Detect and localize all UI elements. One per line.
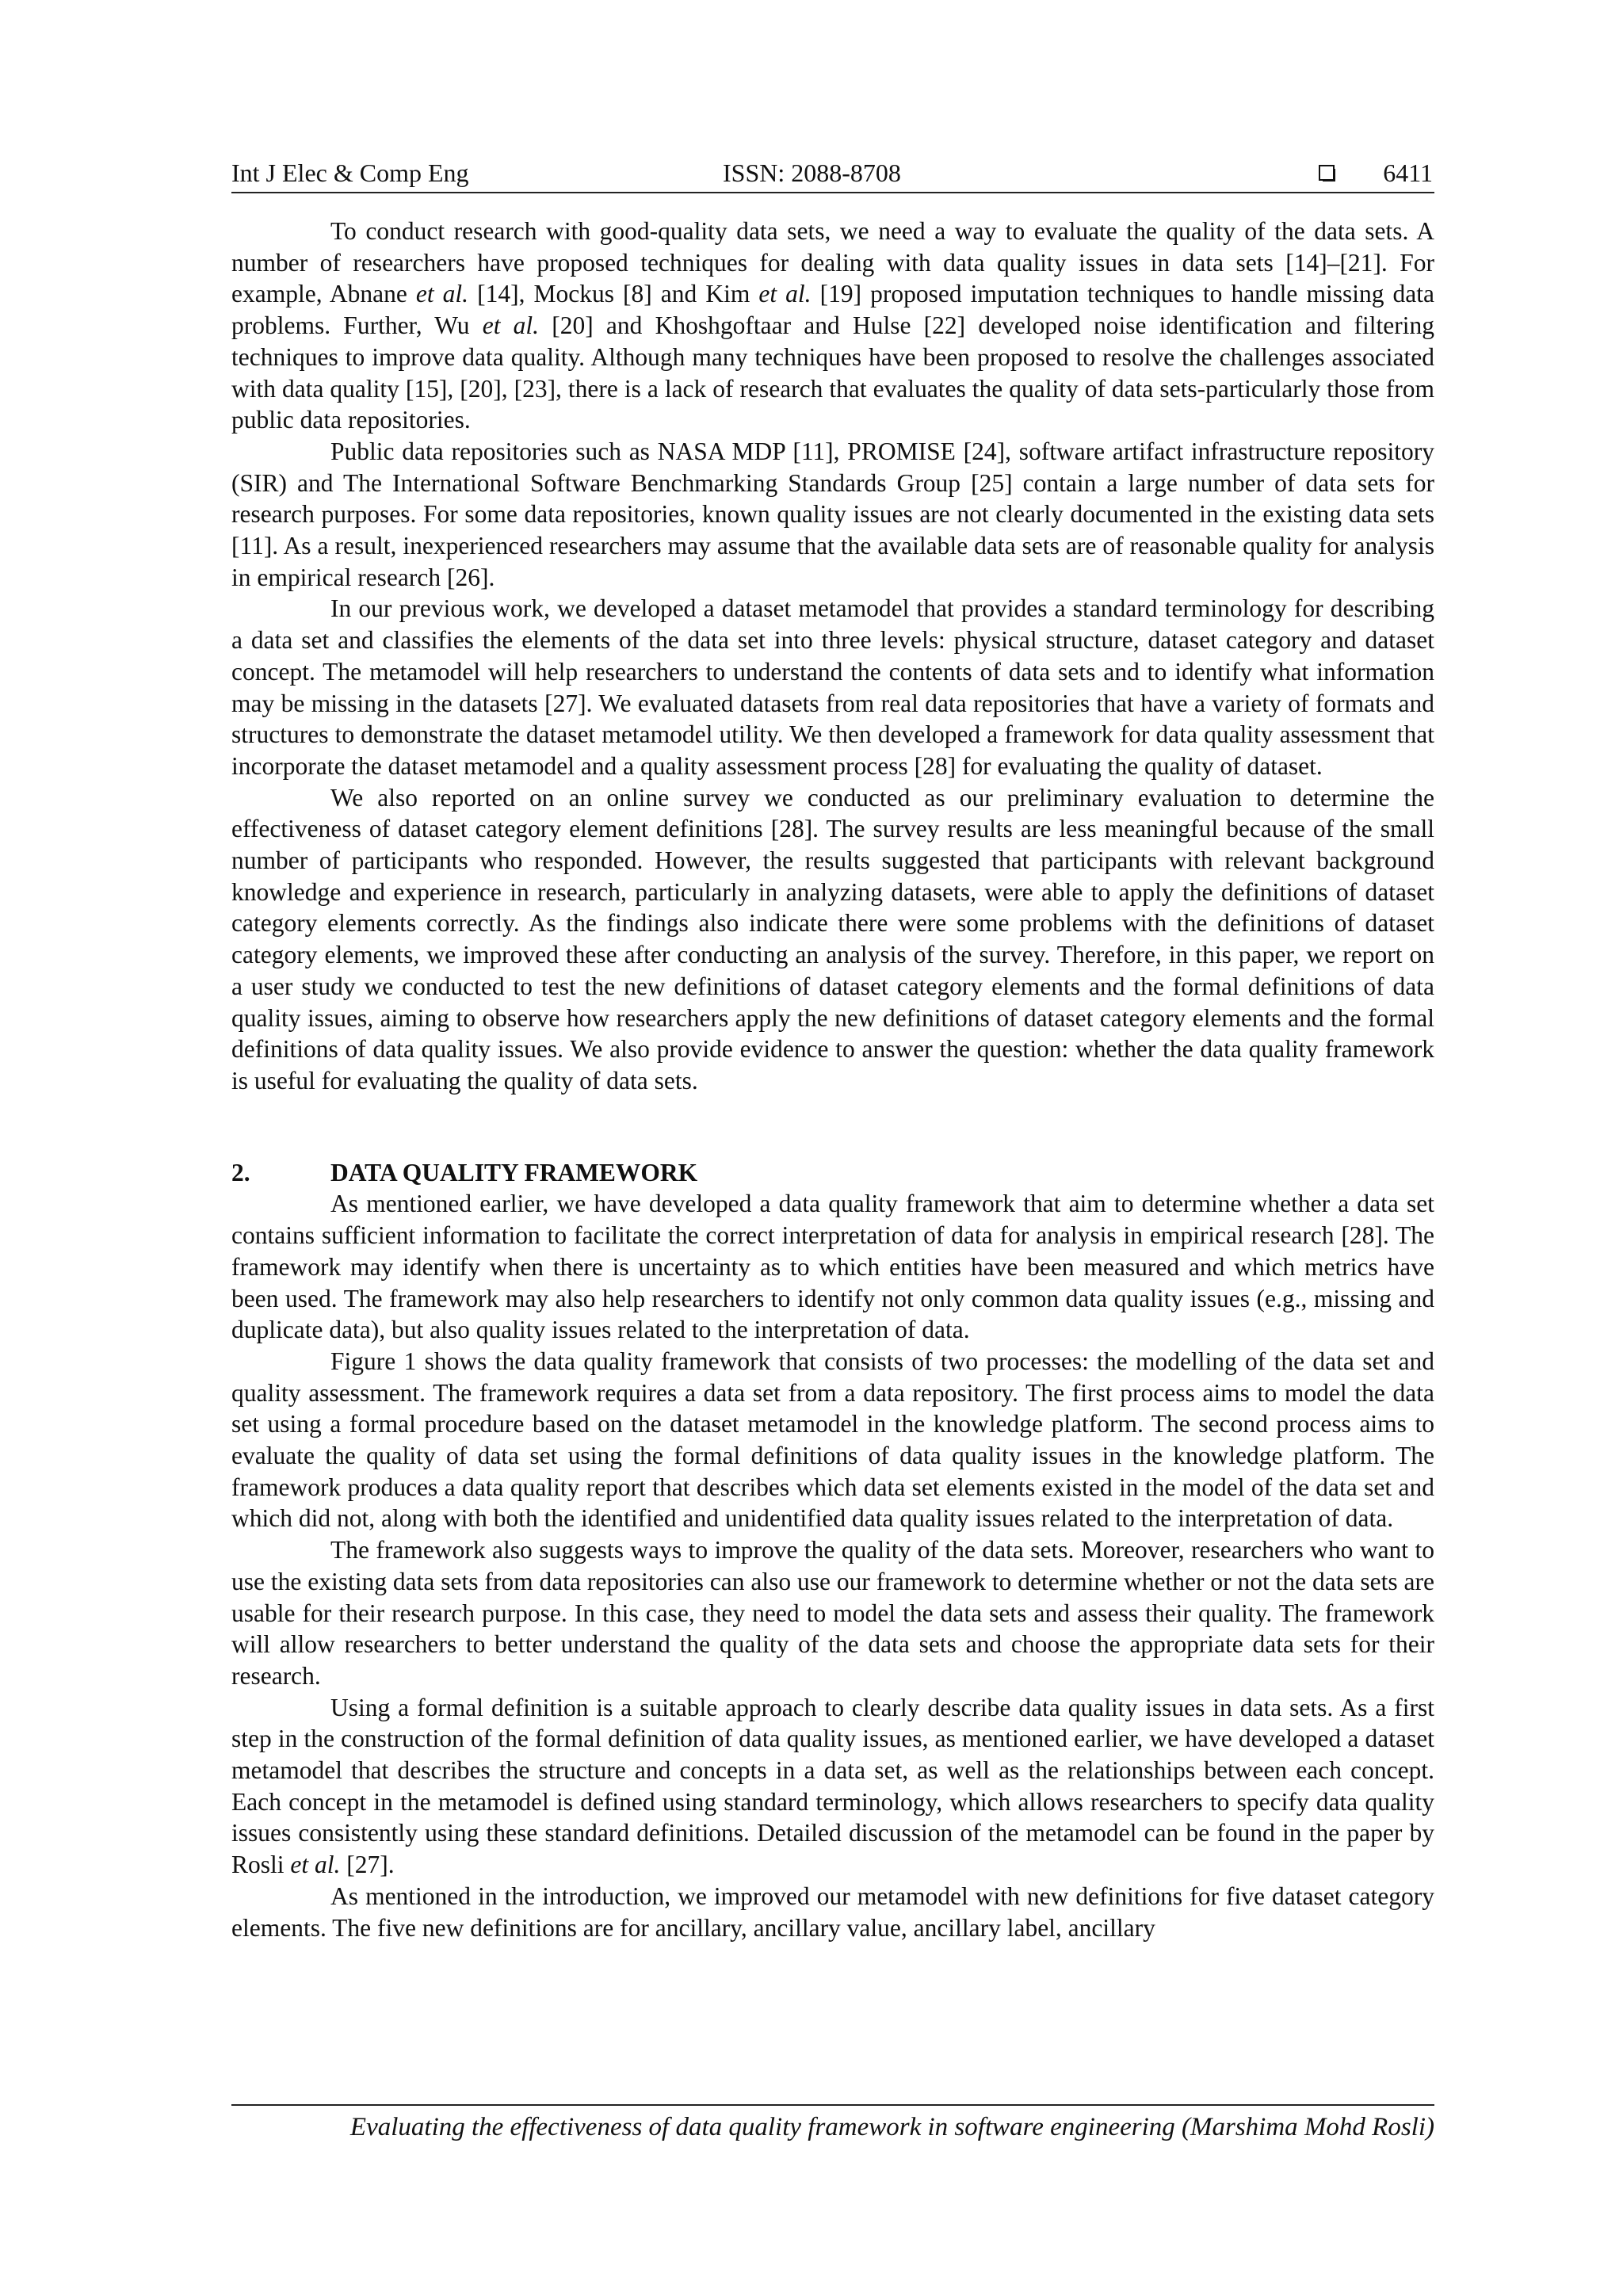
running-title: Evaluating the effectiveness of data quality framework in software engineering (Marshima Mohd Rosli) xyxy=(349,2113,1434,2141)
text-run: In our previous work, we developed a dataset metamodel that provides a standard terminology for describing a data set and classifies the elements of the data set into three levels: physical structure, dataset category and dataset concept. The metamodel will help researchers to understand the contents of data sets and to identify what information may be missing in the datasets [27]. We evaluated datasets from real data repositories that have a variety of formats and structures to demonstrate the dataset metamodel utility. We then developed a framework for data quality assessment that incorporate the dataset metamodel and a quality assessment process [28] for evaluating the quality of dataset. xyxy=(231,594,1434,780)
paragraph xyxy=(231,782,1434,1097)
text-run: [27]. xyxy=(340,1851,395,1879)
paragraph xyxy=(231,1188,1434,1346)
paragraph xyxy=(231,1692,1434,1881)
body-text xyxy=(231,216,1434,1943)
journal-name: Int J Elec & Comp Eng xyxy=(231,159,469,187)
text-run: As mentioned earlier, we have developed a data quality framework that aim to determine whether a data set contains sufficient information to facilitate the correct interpretation of data for analysis in empirical research [28]. The framework may identify when there is uncertainty as to which entities have been measured and which metrics have been used. The framework may also help researchers to identify not only common data quality issues (e.g., missing and duplicate data), but also quality issues related to the interpretation of data. xyxy=(231,1190,1434,1344)
text-run: Public data repositories such as NASA MDP [11], PROMISE [24], software artifact infrastructure repository (SIR) and The International Software Benchmarking Standards Group [25] contain a large number of data sets for research purposes. For some data repositories, known quality issues are not clearly documented in the existing data sets [11]. As a result, inexperienced researchers may assume that the available data sets are of reasonable quality for analysis in empirical research [26]. xyxy=(231,437,1434,591)
italic-text: et al. xyxy=(758,280,812,308)
paragraph xyxy=(231,216,1434,436)
italic-text: et al. xyxy=(482,311,540,340)
text-run: Using a formal definition is a suitable approach to clearly describe data quality issues in data sets. As a first step in the construction of the formal definition of data quality issues, as mentioned earlier, we have developed a dataset metamodel that describes the structure and concepts in a data set, as well as the relationships between each concept. Each concept in the metamodel is defined using standard terminology, which allows researchers to specify data quality issues consistently using these standard definitions. Detailed discussion of the metamodel can be found in the paper by Rosli xyxy=(231,1693,1434,1879)
text-run: [20] and Khoshgoftaar and Hulse [22] developed noise identification and filtering techniques to improve data quality. Although many techniques have been proposed to resolve the challenges associated with data quality [15], [20], [23], there is a lack of research that evaluates the quality of data sets-particularly those from public data repositories. xyxy=(231,311,1434,434)
page-number: 6411 xyxy=(1383,159,1433,187)
paragraph xyxy=(231,1346,1434,1534)
paragraph xyxy=(231,1534,1434,1692)
section-number: 2. xyxy=(231,1158,250,1186)
text-run: As mentioned in the introduction, we improved our metamodel with new definitions for five dataset category elements. The five new definitions are for ancillary, ancillary value, ancillary label, ancillary xyxy=(231,1881,1434,1942)
page-header xyxy=(231,155,1434,193)
italic-text: et al. xyxy=(290,1851,341,1879)
text-run: We also reported on an online survey we conducted as our preliminary evaluation to determine the effectiveness of dataset category element definitions [28]. The survey results are less meaningful because of the small number of participants who responded. However, the results suggested that participants with relevant background knowledge and experience in research, particularly in analyzing datasets, were able to apply the definitions of dataset category elements correctly. As the findings also indicate there were some problems with the definitions of dataset category elements, we improved these after conducting an analysis of the survey. Therefore, in this paper, we report on a user study we conducted to test the new definitions of dataset category elements and the formal definitions of data quality issues, aiming to observe how researchers apply the new definitions of dataset category elements and the formal definitions of data quality issues. We also provide evidence to answer the question: whether the data quality framework is useful for evaluating the quality of data sets. xyxy=(231,783,1434,1095)
text-run: [14], Mockus [8] and Kim xyxy=(468,280,759,308)
section-2-body xyxy=(231,1188,1434,1943)
text-run: Figure 1 shows the data quality framework that consists of two processes: the modelling of the data set and quality assessment. The framework requires a data set from a data repository. The first process aims to model the data set using a formal procedure based on the dataset metamodel in the knowledge platform. The second process aims to evaluate the quality of data set using the formal definitions of data quality issues in the knowledge platform. The framework produces a data quality report that describes which data set elements existed in the model of the data set and which did not, along with both the identified and unidentified data quality issues related to the interpretation of data. xyxy=(231,1347,1434,1533)
italic-text: et al. xyxy=(415,280,469,308)
square-box-icon xyxy=(1319,165,1335,181)
text-run: [19] proposed imputation techniques to handle missing data problems. Further, Wu xyxy=(231,280,1434,340)
text-run: To conduct research with good-quality data sets, we need a way to evaluate the quality of the data sets. A number of researchers have proposed techniques for dealing with data quality issues in data sets [14]–[21]. For example, Abnane xyxy=(231,217,1434,308)
section-title: DATA QUALITY FRAMEWORK xyxy=(330,1158,698,1186)
paragraph xyxy=(231,436,1434,594)
page-footer xyxy=(231,2104,1434,2144)
text-run: The framework also suggests ways to improve the quality of the data sets. Moreover, researchers who want to use the existing data sets from data repositories can also use our framework to determine whether or not the data sets are usable for their research purpose. In this case, they need to model the data sets and assess their quality. The framework will allow researchers to better understand the quality of the data sets and choose the appropriate data sets for their research. xyxy=(231,1536,1434,1690)
issn-label: ISSN: 2088-8708 xyxy=(723,159,901,187)
paragraph xyxy=(231,593,1434,781)
paragraph xyxy=(231,1881,1434,1943)
section-heading xyxy=(231,1157,1434,1189)
intro-section xyxy=(231,216,1434,1097)
